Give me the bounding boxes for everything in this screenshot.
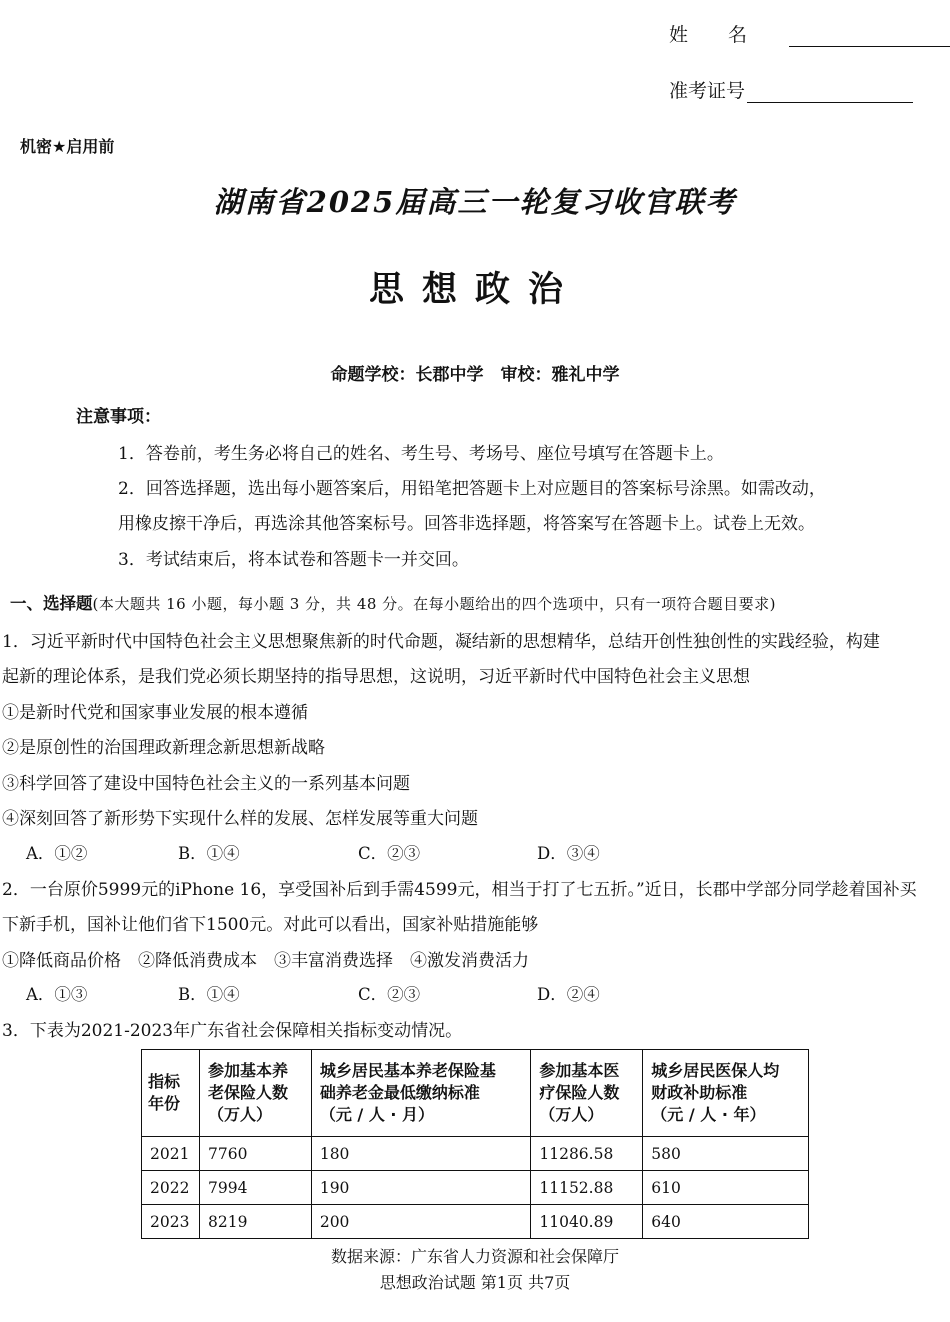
table-cell: 2023 (142, 1205, 200, 1239)
q2-statements: ①降低商品价格 ②降低消费成本 ③丰富消费选择 ④激发消费活力 (2, 951, 529, 971)
page-footer: 思想政治试题 第1页 共7页 (379, 1273, 571, 1292)
header-line: （元 / 人 · 月） (319, 1105, 435, 1124)
q1-statement-1: ①是新时代党和国家事业发展的根本遵循 (2, 703, 308, 723)
q2-stem-line2: 下新手机，国补让他们省下1500元。对此可以看出，国家补贴措施能够 (2, 915, 539, 935)
secret-mark: 机密★启用前 (20, 137, 115, 156)
q1-stem-line1: 1．习近平新时代中国特色社会主义思想聚焦新的时代命题，凝结新的思想精华，总结开创性独创性的实践经验，构建 (2, 632, 880, 652)
name-blank (789, 26, 950, 47)
table-cell: 180 (311, 1137, 531, 1171)
table-row (142, 1171, 809, 1205)
header-line: 城乡居民医保人均 (651, 1061, 780, 1080)
setters-line: 命题学校：长郡中学 审校：雅礼中学 (330, 365, 620, 385)
column-header-pension-minimum (311, 1050, 531, 1137)
table-cell: 2022 (142, 1171, 200, 1205)
header-line: 财政补助标准 (651, 1083, 748, 1102)
header-line: 参加基本医 (539, 1061, 620, 1080)
q1-stem-line2: 起新的理论体系，是我们党必须长期坚持的指导思想，这说明，习近平新时代中国特色社会主义思想 (2, 667, 750, 687)
header-line: （万人） (539, 1105, 604, 1124)
table-cell: 11040.89 (531, 1205, 643, 1239)
notice-title: 注意事项： (76, 407, 161, 427)
table-source: 数据来源：广东省人力资源和社会保障厅 (330, 1247, 619, 1266)
column-header-medical-insured (531, 1050, 643, 1137)
name-label: 姓名 (669, 24, 788, 46)
notice-item-1: 1．答卷前，考生务必将自己的姓名、考生号、考场号、座位号填写在答题卡上。 (118, 444, 724, 464)
table-cell: 8219 (199, 1205, 311, 1239)
table-cell: 7994 (199, 1171, 311, 1205)
corner-header-top: 指标 (148, 1072, 181, 1091)
q2-option-d: D．②④ (537, 985, 600, 1004)
table-cell: 610 (643, 1171, 809, 1205)
q1-option-a: A．①② (26, 844, 88, 863)
name-field (669, 20, 950, 47)
q2-option-c: C．②③ (358, 985, 421, 1004)
table-header-row (142, 1050, 809, 1137)
table-cell: 11286.58 (531, 1137, 643, 1171)
data-table (141, 1049, 809, 1239)
exam-id-label: 准考证号 (669, 80, 746, 102)
table-cell: 200 (311, 1205, 531, 1239)
notice-item-3: 3．考试结束后，将本试卷和答题卡一并交回。 (118, 550, 469, 570)
q2-option-b: B．①④ (178, 985, 240, 1004)
table-cell: 190 (311, 1171, 531, 1205)
table-cell: 640 (643, 1205, 809, 1239)
header-line: 老保险人数 (207, 1083, 288, 1102)
table-cell: 11152.88 (531, 1171, 643, 1205)
header-line: （元 / 人 · 年） (651, 1105, 766, 1124)
corner-header-bottom: 年份 (148, 1094, 181, 1113)
q1-statement-4: ④深刻回答了新形势下实现什么样的发展、怎样发展等重大问题 (2, 809, 478, 829)
exam-id-blank (747, 82, 913, 103)
q3-stem: 3．下表为2021-2023年广东省社会保障相关指标变动情况。 (2, 1021, 463, 1041)
header-line: 城乡居民基本养老保险基 (319, 1061, 496, 1080)
section-title: 一、选择题 (10, 594, 93, 613)
q1-statement-2: ②是原创性的治国理政新理念新思想新战略 (2, 738, 325, 758)
exam-id-field (669, 76, 913, 103)
table-cell: 7760 (199, 1137, 311, 1171)
subject-title: 思想政治 (368, 270, 581, 310)
table-row (142, 1137, 809, 1171)
header-line: 参加基本养 (207, 1061, 288, 1080)
q2-stem-line1: 2．一台原价5999元的iPhone 16，享受国补后到手需4599元，相当于打了七五折。”近日，长郡中学部分同学趁着国补买 (2, 880, 917, 900)
exam-title: 湖南省2025届高三一轮复习收官联考 (213, 185, 737, 219)
section-description: (本大题共 16 小题，每小题 3 分，共 48 分。在每小题给出的四个选项中，只有一项符合题目要求) (92, 595, 777, 613)
table-cell: 2021 (142, 1137, 200, 1171)
table-cell: 580 (643, 1137, 809, 1171)
q1-option-d: D．③④ (537, 844, 600, 863)
notice-item-2: 2．回答选择题，选出每小题答案后，用铅笔把答题卡上对应题目的答案标号涂黑。如需改动， (118, 479, 826, 499)
section-heading (10, 590, 776, 614)
notice-item-2-cont: 用橡皮擦干净后，再选涂其他答案标号。回答非选择题，将答案写在答题卡上。试卷上无效。 (118, 514, 815, 534)
column-header-medical-subsidy (643, 1050, 809, 1137)
table-corner-header (142, 1050, 200, 1137)
table-row (142, 1205, 809, 1239)
q2-option-a: A．①③ (26, 985, 88, 1004)
q1-option-b: B．①④ (178, 844, 240, 863)
header-line: 疗保险人数 (539, 1083, 620, 1102)
q1-option-c: C．②③ (358, 844, 421, 863)
q1-statement-3: ③科学回答了建设中国特色社会主义的一系列基本问题 (2, 774, 410, 794)
column-header-pension-insured (199, 1050, 311, 1137)
header-line: 础养老金最低缴纳标准 (319, 1083, 480, 1102)
header-line: （万人） (207, 1105, 272, 1124)
